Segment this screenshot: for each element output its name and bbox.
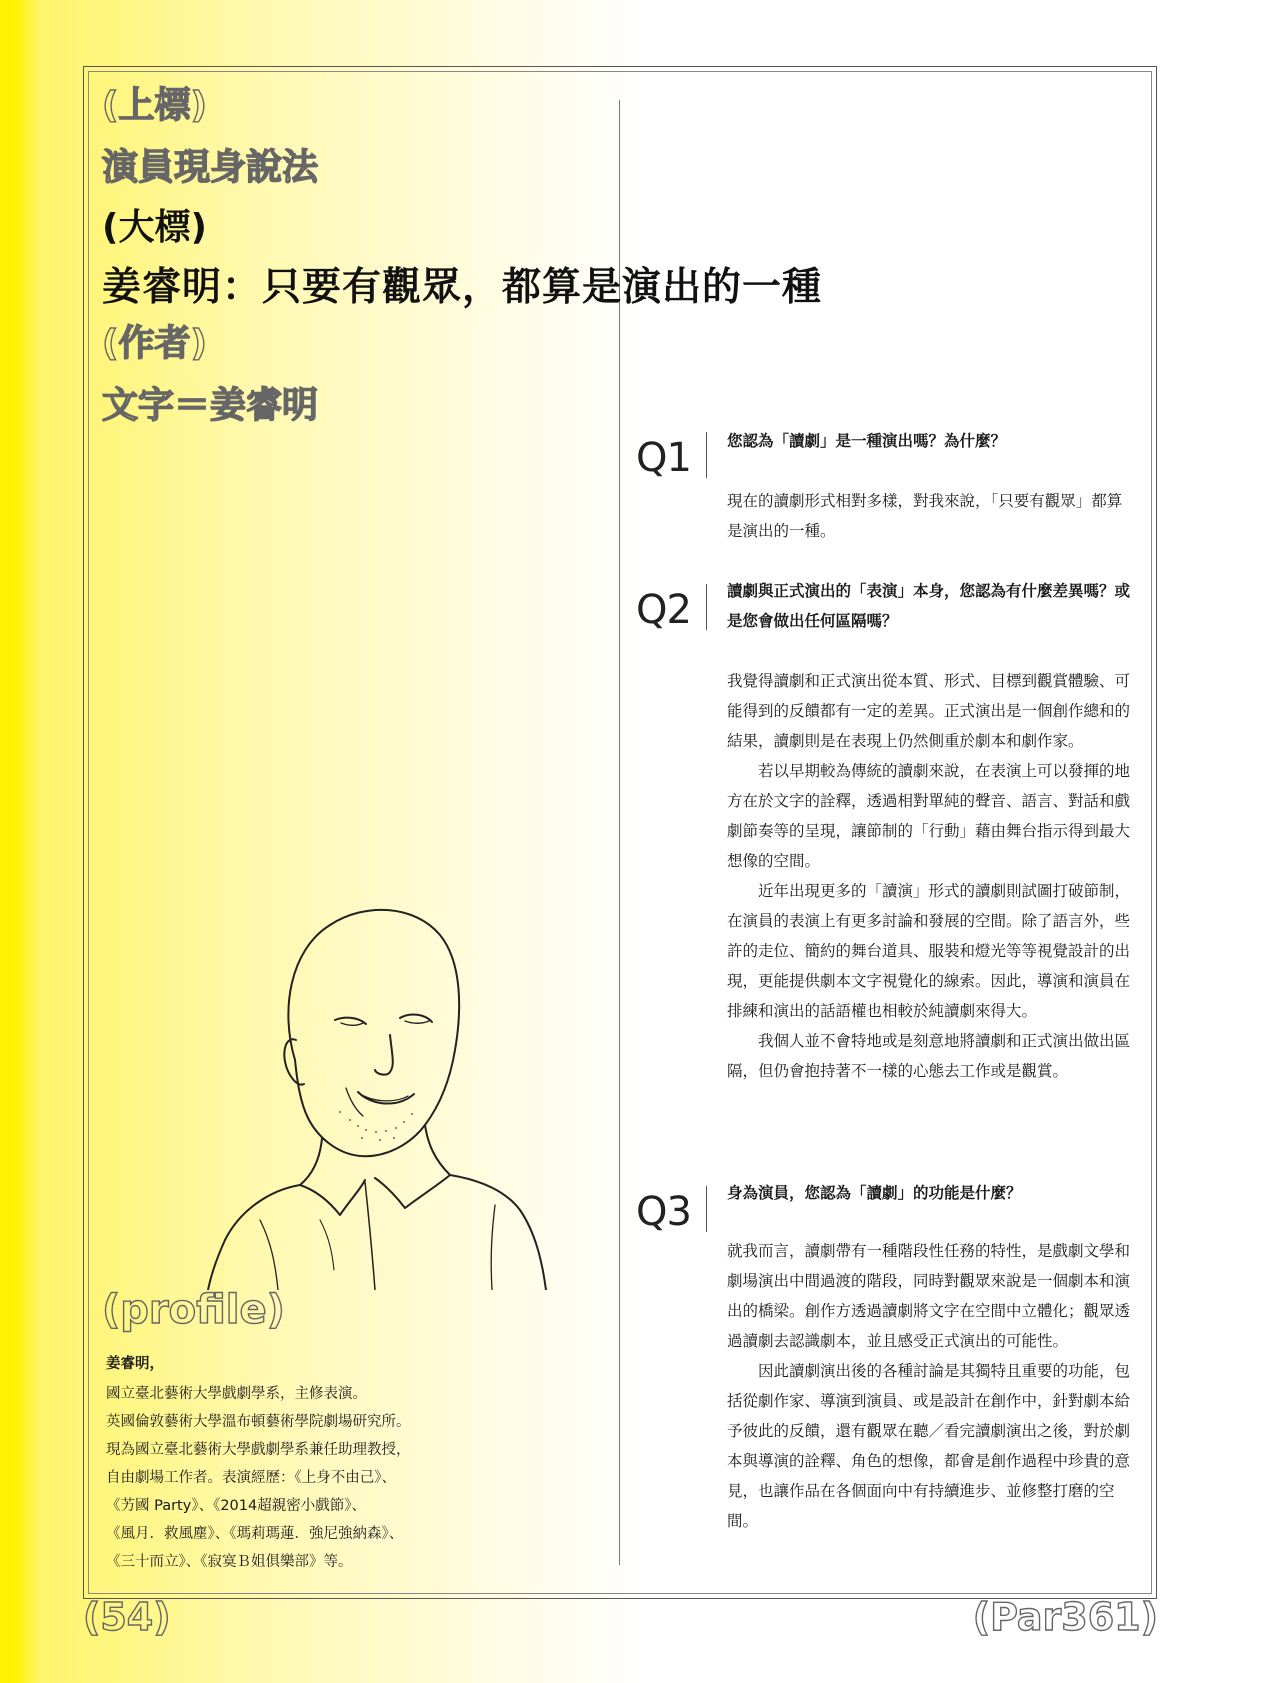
q3-divider (706, 1186, 707, 1232)
page-number: (54) (83, 1595, 171, 1639)
q2-answer (727, 666, 1132, 1086)
profile-line: 英國倫敦藝術大學溫布頓藝術學院劇場研究所。 (106, 1414, 411, 1430)
q2-answer-paragraph: 我個人並不會特地或是刻意地將讀劇和正式演出做出區隔，但仍會抱持著不一樣的心態去工作或是觀賞。 (727, 1032, 1131, 1080)
author-text: 文字＝姜睿明 (102, 385, 319, 426)
portrait-illustration (200, 890, 560, 1290)
q3-number: Q3 (636, 1189, 691, 1235)
kicker-text: 演員現身說法 (102, 147, 319, 188)
q2-answer-paragraph: 若以早期較為傳統的讀劇來說，在表演上可以發揮的地方在於文字的詮釋，透過相對單純的聲音、語言、對話和戲劇節奏等的呈現，讓節制的「行動」藉由舞台指示得到最大想像的空間。 (727, 762, 1131, 870)
profile-line: 《艻國 Party》、《2014超親密小戲節》、 (106, 1498, 366, 1514)
issue-number: (Par361) (972, 1595, 1158, 1639)
q3-question: 身為演員，您認為「讀劇」的功能是什麼？ (727, 1184, 1022, 1202)
q3-answer-paragraph: 就我而言，讀劇帶有一種階段性任務的特性，是戲劇文學和劇場演出中間過渡的階段，同時對觀眾來說是一個劇本和演出的橋梁。創作方透過讀劇將文字在空間中立體化；觀眾透過讀劇去認識劇本，並且感受正式演出的可能性。 (727, 1242, 1131, 1350)
profile-line: 現為國立臺北藝術大學戲劇學系兼任助理教授， (106, 1442, 411, 1458)
q3-answer-paragraph: 因此讀劇演出後的各種討論是其獨特且重要的功能，包括從劇作家、導演到演員、或是設計在創作中，針對劇本給予彼此的反饋，還有觀眾在聽／看完讀劇演出之後，對於劇本與導演的詮釋、角色的想像，都會是創作過程中珍貴的意見，也讓作品在各個面向中有持續進步、並修整打磨的空間。 (727, 1362, 1131, 1530)
column-divider (619, 100, 620, 1565)
page-title: 姜睿明：只要有觀眾，都算是演出的一種 (102, 265, 823, 310)
profile-name: 姜睿明， (106, 1356, 164, 1372)
q2-divider (706, 584, 707, 630)
profile-line: 《三十而立》、《寂寞Ｂ姐俱樂部》等。 (106, 1554, 353, 1570)
profile-line: 國立臺北藝術大學戲劇學系，主修表演。 (106, 1386, 367, 1402)
author-label: (作者) (102, 323, 207, 364)
q1-answer-paragraph: 現在的讀劇形式相對多樣，對我來說，「只要有觀眾」都算是演出的一種。 (727, 492, 1123, 540)
profile-line: 自由劇場工作者。表演經歷：《上身不由己》、 (106, 1470, 396, 1486)
profile-line: 《風月．救風塵》、《瑪莉瑪蓮．強尼強納森》、 (106, 1526, 404, 1542)
q2-answer-paragraph: 我覺得讀劇和正式演出從本質、形式、目標到觀賞體驗、可能得到的反饋都有一定的差異。正式演出是一個創作總和的結果，讀劇則是在表現上仍然側重於劇本和劇作家。 (727, 672, 1131, 750)
kicker-label: (上標) (102, 85, 207, 126)
profile-heading: (profile) (102, 1287, 285, 1333)
q1-question: 您認為「讀劇」是一種演出嗎？為什麼？ (727, 432, 1007, 450)
title-label: (大標) (102, 207, 207, 248)
q3-answer (727, 1236, 1132, 1536)
q1-divider (706, 432, 707, 478)
q2-question: 讀劇與正式演出的「表演」本身，您認為有什麼差異嗎？或是您會做出任何區隔嗎？ (727, 582, 1131, 630)
q1-answer (727, 486, 1132, 546)
q2-number: Q2 (636, 587, 691, 633)
q2-answer-paragraph: 近年出現更多的「讀演」形式的讀劇則試圖打破節制，在演員的表演上有更多討論和發展的空間。除了語言外，些許的走位、簡約的舞台道具、服裝和燈光等等視覺設計的出現，更能提供劇本文字視覺化的線索。因此，導演和演員在排練和演出的話語權也相較於純讀劇來得大。 (727, 882, 1131, 1020)
q1-number: Q1 (636, 435, 691, 481)
profile-bio (106, 1380, 586, 1576)
